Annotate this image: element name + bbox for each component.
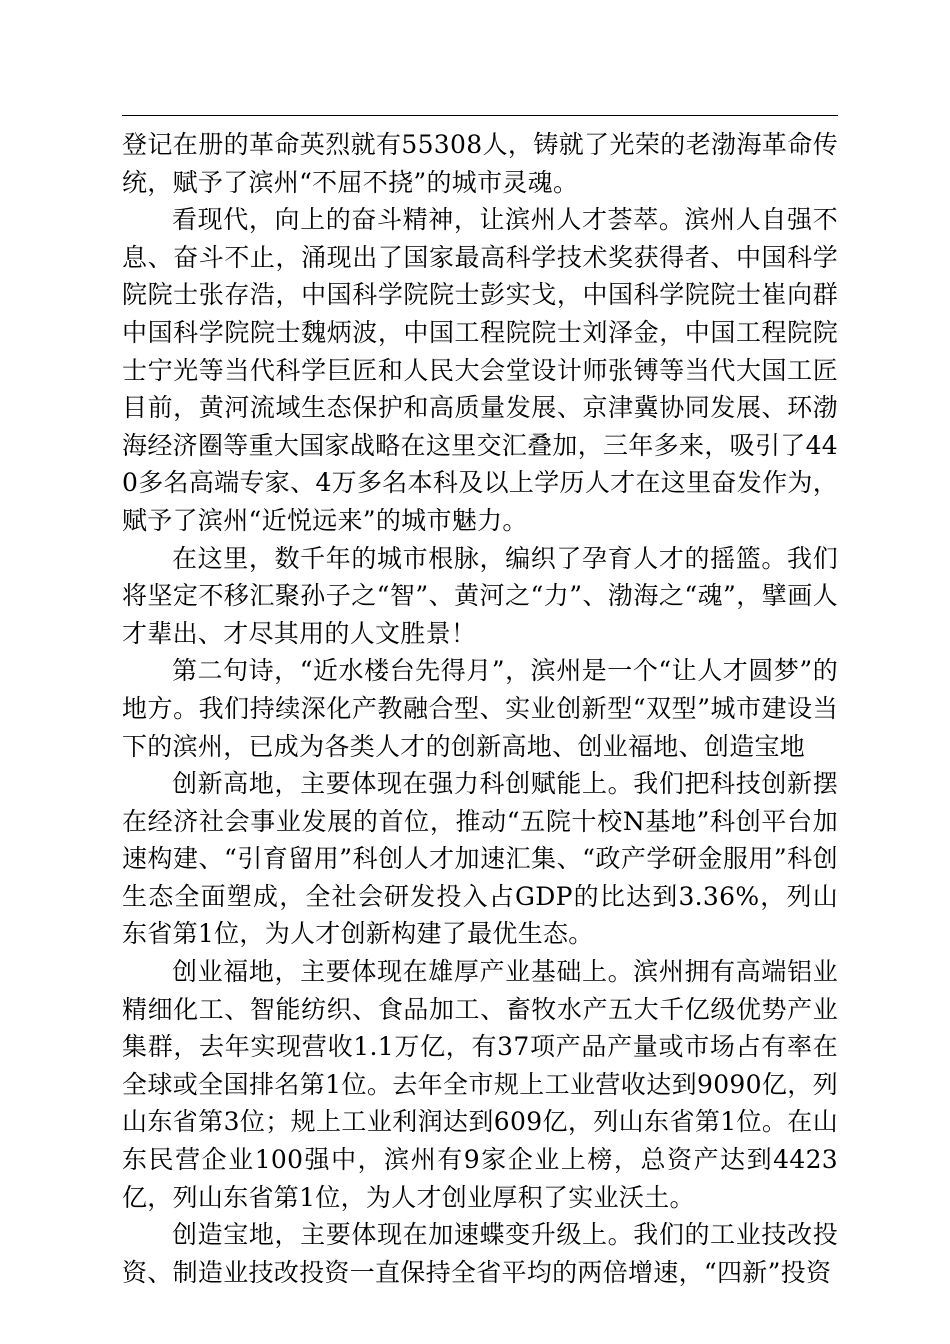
paragraph-3: 在这里，数千年的城市根脉，编织了孕育人才的摇篮。我们将坚定不移汇聚孙子之“智”、黄河之“力”、渤海之“魂”，擘画人才辈出、才尽其用的人文胜景！ <box>122 543 838 648</box>
document-body <box>122 126 838 1291</box>
paragraph-5: 创新高地，主要体现在强力科创赋能上。我们把科技创新摆在经济社会事业发展的首位，推动“五院十校N基地”科创平台加速构建、“引育留用”科创人才加速汇集、“政产学研金服用”科创生态全面塑成，全社会研发投入占GDP的比达到3.36%，列山东省第1位，为人才创新构建了最优生态。 <box>122 769 838 949</box>
paragraph-1: 登记在册的革命英烈就有55308人，铸就了光荣的老渤海革命传统，赋予了滨州“不屈不挠”的城市灵魂。 <box>122 130 838 197</box>
header-rule <box>122 115 838 116</box>
paragraph-7: 创造宝地，主要体现在加速蝶变升级上。我们的工业技改投资、制造业技改投资一直保持全省平均的两倍增速，“四新”投资 <box>122 1220 838 1287</box>
paragraph-2: 看现代，向上的奋斗精神，让滨州人才荟萃。滨州人自强不息、奋斗不止，涌现出了国家最高科学技术奖获得者、中国科学院院士张存浩，中国科学院院士彭实戈，中国科学院院士崔向群中国科学院院士魏炳波，中国工程院院士刘泽金，中国工程院院士宁光等当代科学巨匠和人民大会堂设计师张镈等当代大国工匠目前，黄河流域生态保护和高质量发展、京津冀协同发展、环渤海经济圈等重大国家战略在这里交汇叠加，三年多来，吸引了440多名高端专家、4万多名本科及以上学历人才在这里奋发作为，赋予了滨州“近悦远来”的城市魅力。 <box>122 205 838 535</box>
paragraph-4: 第二句诗，“近水楼台先得月”，滨州是一个“让人才圆梦”的地方。我们持续深化产教融合型、实业创新型“双型”城市建设当下的滨州，已成为各类人才的创新高地、创业福地、创造宝地 <box>122 656 838 761</box>
paragraph-6: 创业福地，主要体现在雄厚产业基础上。滨州拥有高端铝业精细化工、智能纺织、食品加工、畜牧水产五大千亿级优势产业集群，去年实现营收1.1万亿，有37项产品产量或市场占有率在全球或全国排名第1位。去年全市规上工业营收达到9090亿，列山东省第3位；规上工业利润达到609亿，列山东省第1位。在山东民营企业100强中，滨州有9家企业上榜，总资产达到4423亿，列山东省第1位，为人才创业厚积了实业沃土。 <box>122 957 838 1212</box>
